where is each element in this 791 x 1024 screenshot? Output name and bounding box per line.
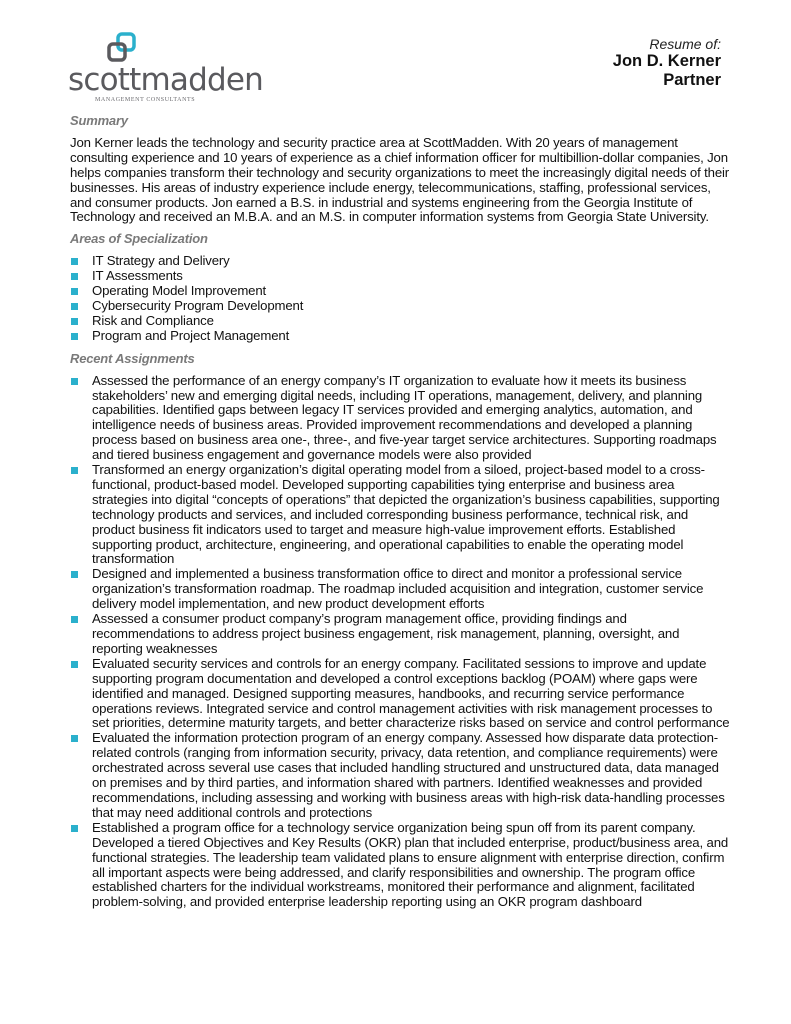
list-item: Evaluated security services and controls for an energy company. Facilitated sessions to improve and update supporting program documentation and developed a control exceptions backlog (POAM) where gaps were identified and managed. Designed supporting measures, handbooks, and recurring service performance operations reviews. Integrated service and control management activities with risk management processes to set priorities, determine maturity targets, and better characterize risks based on service and control performance — [70, 657, 730, 732]
resume-header — [613, 36, 721, 90]
person-title: Partner — [663, 71, 721, 89]
list-item: IT Strategy and Delivery — [70, 254, 730, 269]
summary-text: Jon Kerner leads the technology and security practice area at ScottMadden. With 20 years of management consulting experience and 10 years of experience as a chief information officer for multibillion-dollar companies, Jon helps companies transform their technology and security organizations to meet the increasingly digital needs of their businesses. His areas of industry experience include energy, telecommunications, staffing, professional services, and consumer products. Jon earned a B.S. in industrial and systems engineering from the Georgia Institute of Technology and received an M.B.A. and an M.S. in computer information systems from Georgia State University. — [70, 134, 730, 225]
square-bullet-icon — [71, 735, 78, 742]
square-bullet-icon — [71, 303, 78, 310]
list-item: Evaluated the information protection program of an energy company. Assessed how disparate data protection-related controls (ranging from information security, privacy, data retention, and compliance requirements) were orchestrated across several use cases that included handling structured and unstructured data, data managed on premises and by third parties, and information shared with partners. Identified weaknesses and provided recommendations, including assessing and working with business areas with high-risk data-handling processes that may need additional controls and protections — [70, 731, 730, 820]
square-bullet-icon — [71, 616, 78, 623]
interlocking-squares-icon — [104, 32, 140, 66]
specialization-list — [70, 254, 730, 343]
list-item: Cybersecurity Program Development — [70, 299, 730, 314]
square-bullet-icon — [71, 571, 78, 578]
resume-body — [70, 114, 730, 918]
person-name: Jon D. Kerner — [612, 52, 721, 70]
list-item: Designed and implemented a business transformation office to direct and monitor a professional service organization’s transformation roadmap. The roadmap included acquisition and integration, customer service delivery model implementation, and new product development efforts — [70, 567, 730, 612]
list-item: Assessed the performance of an energy company’s IT organization to evaluate how it meets its business stakeholders’ new and emerging digital needs, including IT operations, management, delivery, and planning capabilities. Identified gaps between legacy IT services provided and emerging analytics, automation, and intelligence needs of business areas. Provided improvement recommendations and developed a planning process based on business area one-, three-, and five-year target service architectures. Supporting roadmaps and tiered business engagement and governance models were also provided — [70, 374, 730, 463]
company-logo — [68, 30, 263, 103]
list-item: Risk and Compliance — [70, 314, 730, 329]
square-bullet-icon — [71, 378, 78, 385]
square-bullet-icon — [71, 273, 78, 280]
square-bullet-icon — [71, 288, 78, 295]
square-bullet-icon — [71, 661, 78, 668]
square-bullet-icon — [71, 825, 78, 832]
list-item: Program and Project Management — [70, 329, 730, 344]
assignments-heading: Recent Assignments — [70, 350, 195, 366]
list-item: IT Assessments — [70, 269, 730, 284]
list-item: Transformed an energy organization’s digital operating model from a siloed, project-based model to a cross-functional, product-based model. Developed supporting capabilities tying enterprise and business area strategies into digital “concepts of operations” that depicted the organization’s business capabilities, supporting technology products and services, and included corresponding business performance, technical risk, and product business fit indicators used to target and measure high-value improvement efforts. Established supporting product, architecture, engineering, and operational capabilities to enable the operating model transformation — [70, 463, 730, 567]
assignments-list — [70, 374, 730, 911]
square-bullet-icon — [71, 258, 78, 265]
summary-heading: Summary — [70, 113, 128, 128]
list-item: Established a program office for a technology service organization being spun off from its parent company. Developed a tiered Objectives and Key Results (OKR) plan that included enterprise, product/business area, and functional strategies. The leadership team validated plans to ensure alignment with enterprise direction, confirm all important aspects were being addressed, and clarify responsibilities and ownership. The program office established charters for the individual workstreams, monitored their performance and alignment, facilitated problem-solving, and provided enterprise leadership reporting using an OKR program dashboard — [70, 821, 730, 910]
specialization-heading: Areas of Specialization — [70, 231, 208, 247]
list-item: Assessed a consumer product company’s program management office, providing findings and recommendations to address project business engagement, risk management, planning, oversight, and reporting weaknesses — [70, 612, 730, 657]
square-bullet-icon — [71, 467, 78, 474]
logo-tagline: MANAGEMENT CONSULTANTS — [95, 97, 196, 103]
square-bullet-icon — [71, 318, 78, 325]
square-bullet-icon — [71, 333, 78, 340]
resume-of-label: Resume of: — [649, 36, 721, 52]
list-item: Operating Model Improvement — [70, 284, 730, 299]
logo-wordmark: scottmadden — [68, 62, 263, 98]
